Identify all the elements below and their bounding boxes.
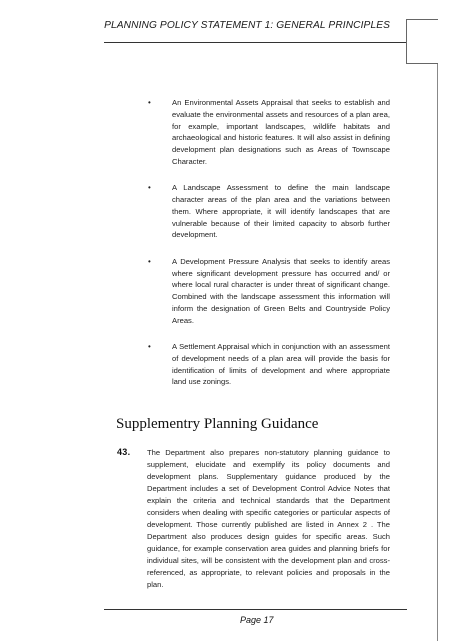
page-number: Page 17 [240,615,274,625]
bullet-text: A Settlement Appraisal which in conjunction with an assessment of development needs of a plan area will provide the basis for identification of limits of development and where appropriate land use zonings. [172,342,390,387]
paragraph-number: 43. [117,447,131,457]
paragraph-body: The Department also prepares non-statutory planning guidance to supplement, elucidate and exemplify its policy documents and development plans. Supplementary guidance produced by the Department includes a set of Development Control Advice Notes that explain the criteria and technical standards that the Department considers when dealing with specific categories or particular aspects of development. Those currently published are listed in Annex 2 . The Department also produces design guides for specific areas. Such guidance, for example conservation area guides and planning briefs for individual sites, will be consistent with the development plan and cross-referenced, as appropriate, to relevant policies and proposals in the plan. [147,448,390,589]
bullet-text: An Environmental Assets Appraisal that seeks to establish and evaluate the environmental assets and resources of a plan area, for example, important landscapes, wildlife habitats and archaeological and historic features. It will also assist in defining development plan designations such as Areas of Townscape Character. [172,98,390,166]
right-margin-rule [437,64,438,641]
bullet-icon: • [148,342,151,352]
bullet-text: A Landscape Assessment to define the main landscape character areas of the plan area and the variations between them. Where appropriate, it will identify landscapes that are vulnerable because of their limited capacity to absorb further development. [172,183,390,240]
header-rule [104,42,407,43]
bullet-list [148,97,390,403]
bullet-icon: • [148,183,151,193]
footer-rule [104,609,407,610]
running-header-title: PLANNING POLICY STATEMENT 1: GENERAL PRINCIPLES [104,20,390,31]
bullet-item-environmental-assets [148,97,390,168]
bullet-item-landscape-assessment [148,182,390,241]
bullet-item-development-pressure [148,256,390,327]
bullet-icon: • [148,256,151,266]
bullet-text: A Development Pressure Analysis that seeks to identify areas where significant development pressure has occurred and/ or where local rural character is under threat of significant change. Combined with the landscape assessment this information will inform the designation of Green Belts and Countryside Policy Areas. [172,256,390,325]
bullet-icon: • [148,98,151,107]
bullet-item-settlement-appraisal [148,341,390,388]
section-heading: Supplementry Planning Guidance [116,416,319,432]
corner-tab-box [406,19,438,64]
